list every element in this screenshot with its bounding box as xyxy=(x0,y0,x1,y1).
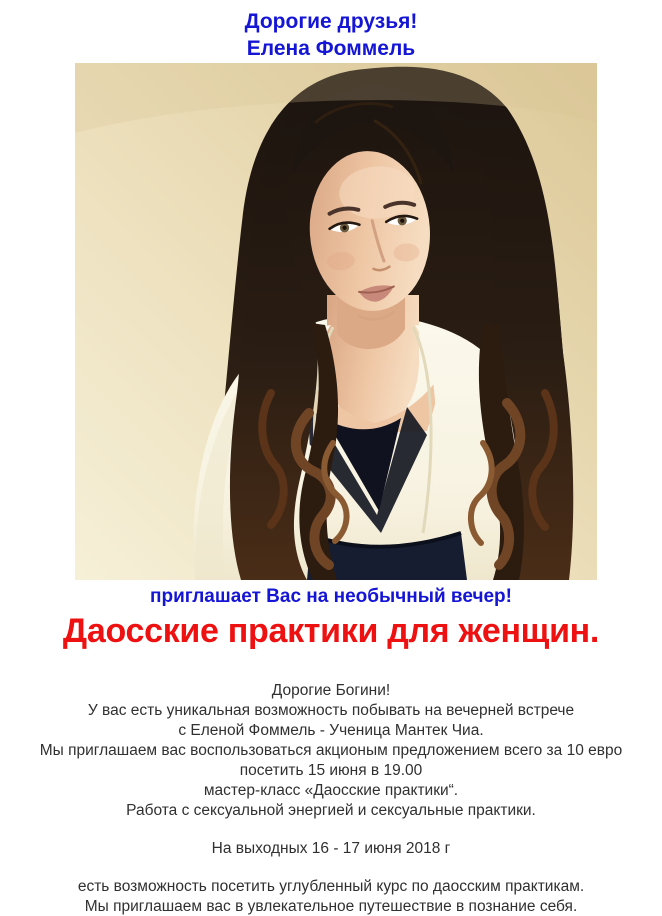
body-line: посетить 15 июня в 19.00 xyxy=(239,762,423,779)
body-line: Работа с сексуальной энергией и сексуальные практики. xyxy=(126,802,536,819)
body-text xyxy=(0,681,662,916)
invite-line: приглашает Вас на необычный вечер! xyxy=(150,586,512,607)
portrait-photo xyxy=(75,63,597,580)
header-line-1: Дорогие друзья! xyxy=(244,10,418,33)
body-line: Дорогие Богини! xyxy=(271,682,391,699)
body-line: Мы приглашаем вас воспользоваться акционым предложением всего за 10 евро xyxy=(39,742,623,759)
body-line: есть возможность посетить углубленный курс по даосским практикам. xyxy=(77,878,585,895)
paragraph xyxy=(0,681,662,821)
body-line: На выходных 16 - 17 июня 2018 г xyxy=(211,840,451,857)
header-line-2: Елена Фоммель xyxy=(246,37,416,60)
body-line: Мы приглашаем вас в увлекательное путешествие в познание себя. xyxy=(84,898,578,915)
portrait-illustration xyxy=(75,63,597,580)
body-line: с Еленой Фоммель - Ученица Мантек Чиа. xyxy=(178,722,484,739)
body-line: мастер-класс «Даосские практики“. xyxy=(203,782,459,799)
paragraph xyxy=(0,877,662,916)
body-line: У вас есть уникальная возможность побывать на вечерней встрече xyxy=(87,702,575,719)
header xyxy=(0,0,662,62)
paragraph xyxy=(0,839,662,859)
main-title: Даосские практики для женщин. xyxy=(62,612,600,650)
